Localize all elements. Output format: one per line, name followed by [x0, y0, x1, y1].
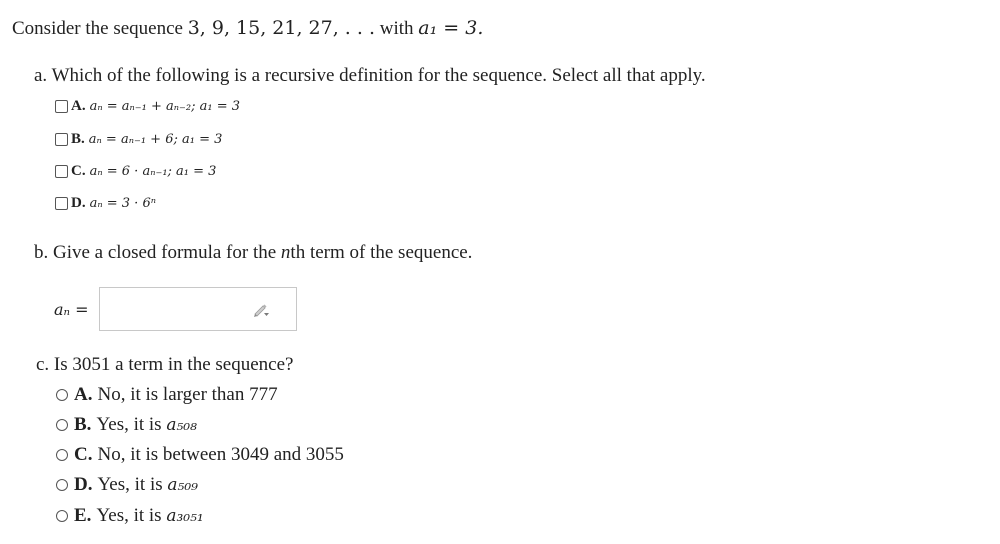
option-text: Yes, it is — [96, 414, 162, 435]
part-c-option-b[interactable] — [56, 414, 197, 436]
part-a-option-b[interactable] — [55, 131, 222, 148]
option-formula: aₙ = aₙ₋₁ + 6; a₁ = 3 — [88, 132, 223, 147]
checkbox[interactable] — [55, 133, 68, 146]
problem-intro — [12, 17, 483, 40]
pencil-icon[interactable] — [252, 302, 270, 318]
option-letter: C. — [71, 163, 86, 179]
part-a-option-d[interactable] — [55, 195, 156, 212]
intro-with: with — [379, 18, 414, 39]
checkbox[interactable] — [55, 197, 68, 210]
option-text: Yes, it is — [96, 505, 162, 526]
option-letter: D. — [74, 474, 93, 495]
option-letter: B. — [74, 414, 92, 435]
part-c-option-d[interactable] — [56, 474, 198, 496]
checkbox[interactable] — [55, 100, 68, 113]
option-letter: E. — [74, 505, 92, 526]
part-b-question — [34, 242, 472, 264]
option-formula: aₙ = 3 · 6ⁿ — [89, 196, 156, 211]
part-a-option-a[interactable] — [55, 98, 240, 115]
option-letter: C. — [74, 444, 93, 465]
part-a-option-c[interactable] — [55, 163, 216, 180]
option-text: Yes, it is — [97, 474, 163, 495]
radio-button[interactable] — [56, 389, 68, 401]
answer-label: aₙ = — [54, 300, 89, 319]
radio-button[interactable] — [56, 479, 68, 491]
answer-input[interactable] — [99, 287, 297, 331]
part-b-question-prefix: b. Give a closed formula for the — [34, 242, 277, 263]
radio-button[interactable] — [56, 510, 68, 522]
option-letter: A. — [71, 98, 86, 114]
intro-initial-term: a₁ = 3. — [418, 17, 484, 39]
part-c-option-e[interactable] — [56, 505, 204, 527]
part-a-question: a. Which of the following is a recursive definition for the sequence. Select all that apply. — [34, 65, 706, 86]
option-term: a₅₀₉ — [167, 475, 198, 495]
option-text: No, it is between 3049 and 3055 — [97, 444, 344, 465]
option-formula: aₙ = aₙ₋₁ + aₙ₋₂; a₁ = 3 — [89, 99, 241, 114]
intro-sequence: 3, 9, 15, 21, 27, . . . — [187, 17, 376, 39]
intro-text: Consider the sequence — [12, 18, 183, 39]
part-c-question: c. Is 3051 a term in the sequence? — [36, 354, 294, 375]
option-text: No, it is larger than 777 — [97, 384, 278, 405]
option-letter: D. — [71, 195, 86, 211]
part-b-question-var: n — [280, 242, 291, 263]
option-letter: A. — [74, 384, 93, 405]
part-b-question-suffix: th term of the sequence. — [290, 242, 473, 263]
radio-button[interactable] — [56, 419, 68, 431]
option-formula: aₙ = 6 · aₙ₋₁; a₁ = 3 — [89, 164, 217, 179]
part-c-option-c[interactable] — [56, 444, 344, 466]
option-letter: B. — [71, 131, 85, 147]
checkbox[interactable] — [55, 165, 68, 178]
option-term: a₅₀₈ — [166, 415, 197, 435]
part-c-option-a[interactable] — [56, 384, 278, 406]
radio-button[interactable] — [56, 449, 68, 461]
option-term: a₃₀₅₁ — [166, 506, 204, 526]
